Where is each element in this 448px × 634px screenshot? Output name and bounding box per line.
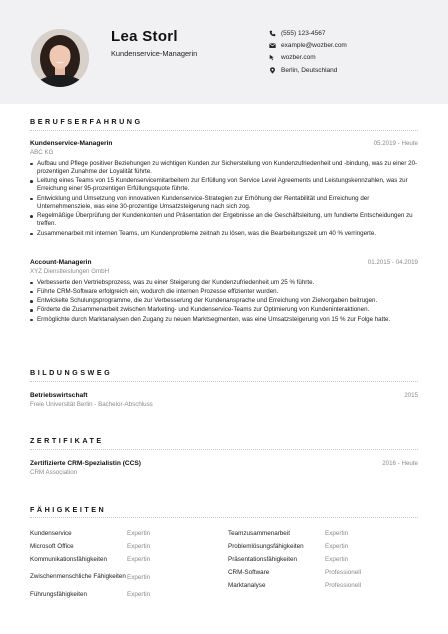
education-entry bbox=[30, 392, 418, 408]
certificates-heading: ZERTIFIKATE bbox=[30, 436, 104, 445]
job-entry bbox=[30, 140, 418, 239]
job-bullet: Entwicklung und Umsetzung von innovativen Kundenservice-Strategien zur Erhöhung der Rentabilität und Erreichung der Unternehmensziele, was eine 30-prozentige Umsatzsteigerung nach sich zog. bbox=[30, 195, 418, 211]
education-degree: Betriebswirtschaft bbox=[30, 392, 88, 399]
skills-divider bbox=[30, 517, 418, 518]
job-bullet: Förderte die Zusammenarbeit zwischen Marketing- und Kundenservice-Teams zur Optimierung von Kundeninteraktionen. bbox=[30, 306, 418, 314]
skill-row bbox=[228, 527, 418, 540]
skill-name: Zwischenmenschliche Fähigkeiten bbox=[30, 573, 126, 581]
job-bullet: Aufbau und Pflege positiver Beziehungen zu wichtigen Kunden zur Sicherstellung von Kundenzufriedenheit und -bindung, was zu einer 20-prozentigen Zunahme der Loyalität führte. bbox=[30, 160, 418, 176]
skill-name: Kundenservice bbox=[30, 529, 72, 537]
contact-website bbox=[268, 54, 347, 62]
job-title: Account-Managerin bbox=[30, 259, 92, 266]
certificate-name: Zertifizierte CRM-Spezialistin (CCS) bbox=[30, 460, 142, 467]
skill-name: Marktanalyse bbox=[228, 581, 266, 589]
skill-name: Teamzusammenarbeit bbox=[228, 529, 290, 537]
skill-row bbox=[30, 566, 220, 588]
job-dates: 01.2015 - 04.2019 bbox=[367, 259, 418, 266]
phone-icon bbox=[268, 29, 276, 37]
contact-phone-text[interactable]: (555) 123-4567 bbox=[281, 29, 326, 37]
skill-level: Professionell bbox=[325, 582, 362, 589]
contact-email-text[interactable]: example@wozber.com bbox=[281, 41, 347, 49]
skill-row bbox=[228, 566, 418, 579]
education-year: 2015 bbox=[404, 392, 418, 399]
resume-header bbox=[0, 0, 448, 104]
skill-level: Expertin bbox=[127, 573, 151, 581]
education-heading: BILDUNGSWEG bbox=[30, 368, 113, 377]
certificate-dates: 2016 - Heute bbox=[382, 460, 418, 467]
skill-level: Expertin bbox=[127, 556, 151, 563]
candidate-title: Kundenservice-Managerin bbox=[111, 49, 198, 58]
job-dates: 05.2019 - Heute bbox=[373, 140, 418, 147]
education-divider bbox=[30, 381, 418, 382]
skill-row bbox=[30, 553, 220, 566]
skill-name: Führungsfähigkeiten bbox=[30, 590, 88, 598]
contact-list bbox=[268, 29, 347, 79]
job-bullet: Zusammenarbeit mit internen Teams, um Kundenprobleme zeitnah zu lösen, was die Bearbeitungszeit um 40 % verringerte. bbox=[30, 230, 418, 238]
skills-column-left bbox=[30, 527, 220, 601]
contact-email bbox=[268, 41, 347, 49]
profile-photo-image bbox=[31, 29, 89, 87]
skill-level: Expertin bbox=[127, 591, 151, 598]
job-bullets bbox=[30, 279, 418, 324]
job-bullets bbox=[30, 160, 418, 238]
profile-photo bbox=[31, 29, 89, 87]
job-bullet: Regelmäßige Überprüfung der Kundenkonten und Präsentation der Ergebnisse an die Geschäftsleitung, um fundierte Entscheidungen zu treffen. bbox=[30, 212, 418, 228]
certificate-issuer: CRM Association bbox=[30, 468, 78, 476]
skills-heading: FÄHIGKEITEN bbox=[30, 505, 107, 514]
skill-level: Expertin bbox=[325, 556, 349, 563]
skill-name: Kommunikationsfähigkeiten bbox=[30, 555, 108, 563]
skill-level: Expertin bbox=[325, 543, 349, 550]
job-bullet: Entwickelte Schulungsprogramme, die zur Verbesserung der Kundenansprache und Erreichung von Zielvorgaben beitrugen. bbox=[30, 297, 418, 305]
contact-location-text: Berlin, Deutschland bbox=[281, 66, 338, 74]
candidate-name: Lea Storl bbox=[111, 28, 178, 45]
job-bullet: Ermöglichte durch Marktanalysen den Zugang zu neuen Marktsegmenten, was eine Umsatzsteigerung von 15 % zur Folge hatte. bbox=[30, 316, 418, 324]
skill-row bbox=[30, 527, 220, 540]
email-icon bbox=[268, 41, 276, 49]
link-icon bbox=[268, 54, 276, 62]
contact-phone bbox=[268, 29, 347, 37]
skill-name: Präsentationsfähigkeiten bbox=[228, 555, 297, 563]
skills-column-right bbox=[228, 527, 418, 592]
skill-level: Expertin bbox=[127, 543, 151, 550]
skill-level: Professionell bbox=[325, 569, 362, 576]
skill-row bbox=[228, 579, 418, 592]
job-bullet: Leitung eines Teams von 15 Kundenservicemitarbeitern zur Erfüllung von Service Level Agreements und Leistungskennzahlen, was zur Erreichung einer 95-prozentigen Erfüllungsquote führte. bbox=[30, 177, 418, 193]
skill-name: CRM-Software bbox=[228, 568, 270, 576]
experience-divider bbox=[30, 130, 418, 131]
contact-location bbox=[268, 66, 347, 74]
job-company: XYZ Dienstleistungen GmbH bbox=[30, 267, 110, 275]
contact-website-text[interactable]: wozber.com bbox=[281, 54, 316, 62]
skill-row bbox=[228, 553, 418, 566]
job-title: Kundenservice-Managerin bbox=[30, 140, 113, 147]
job-bullet: Verbesserte den Vertriebsprozess, was zu einer Steigerung der Kundenzufriedenheit um 25 % führte. bbox=[30, 279, 418, 287]
skill-row bbox=[30, 588, 220, 601]
job-bullet: Führte CRM-Software erfolgreich ein, wodurch die internen Prozesse effizienter wurden. bbox=[30, 288, 418, 296]
skill-name: Microsoft Office bbox=[30, 542, 74, 550]
location-pin-icon bbox=[268, 66, 276, 74]
skill-name: Problemlösungsfähigkeiten bbox=[228, 542, 304, 550]
job-entry bbox=[30, 259, 418, 325]
certificate-entry bbox=[30, 460, 418, 476]
education-detail: Freie Universität Berlin - Bachelor-Abschluss bbox=[30, 400, 153, 408]
experience-heading: BERUFSERFAHRUNG bbox=[30, 117, 143, 126]
skill-row bbox=[30, 540, 220, 553]
skill-level: Expertin bbox=[325, 530, 349, 537]
skill-row bbox=[228, 540, 418, 553]
job-company: ABC KG bbox=[30, 148, 54, 156]
certificates-divider bbox=[30, 449, 418, 450]
skill-level: Expertin bbox=[127, 530, 151, 537]
